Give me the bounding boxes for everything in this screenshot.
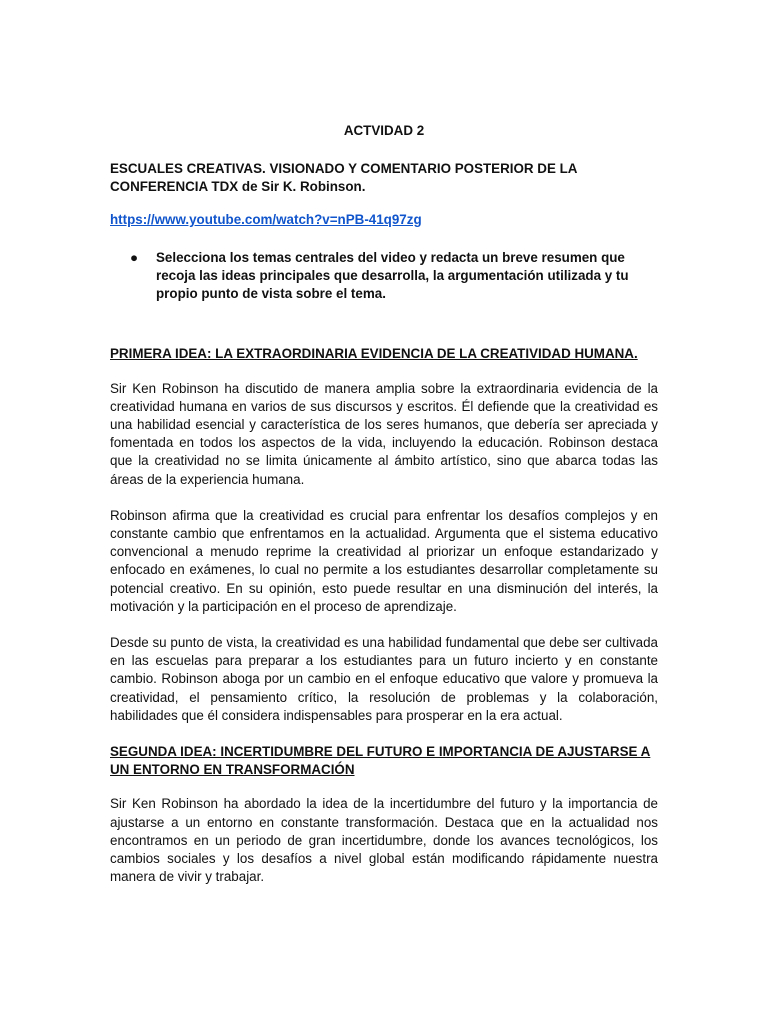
document-page	[110, 122, 658, 905]
section1-heading: PRIMERA IDEA: LA EXTRAORDINARIA EVIDENCIA DE LA CREATIVIDAD HUMANA.	[110, 346, 638, 362]
youtube-link[interactable]: https://www.youtube.com/watch?v=nPB-41q97zg	[110, 211, 422, 227]
section2-paragraph-1: Sir Ken Robinson ha abordado la idea de la incertidumbre del futuro y la importancia de ajustarse a un entorno en constante transformación. Destaca que en la actualidad nos encontramos en un periodo de gran incertidumbre, donde los avances tecnológicos, los cambios sociales y los desafíos a nivel global están modificando rápidamente nuestra manera de vivir y trabajar.	[110, 796, 658, 885]
document-subtitle: ESCUALES CREATIVAS. VISIONADO Y COMENTARIO POSTERIOR DE LA CONFERENCIA TDX de Sir K. Robinson.	[110, 161, 577, 195]
bullet-text: Selecciona los temas centrales del video y redacta un breve resumen que recoja las ideas principales que desarrolla, la argumentación utilizada y tu propio punto de vista sobre el tema.	[156, 249, 629, 302]
section1-paragraph-1: Sir Ken Robinson ha discutido de manera amplia sobre la extraordinaria evidencia de la creatividad humana en varios de sus discursos y escritos. Él defiende que la creatividad es una habilidad esencial y característica de los seres humanos, que debería ser apreciada y fomentada en todos los aspectos de la vida, incluyendo la educación. Robinson destaca que la creatividad no se limita únicamente al ámbito artístico, sino que abarca todas las áreas de la experiencia humana.	[110, 380, 658, 487]
bullet-dot-icon: ●	[130, 249, 139, 265]
section1-paragraph-3: Desde su punto de vista, la creatividad es una habilidad fundamental que debe ser cultivada en las escuelas para preparar a los estudiantes para un futuro incierto y en constante cambio. Robinson aboga por un cambio en el enfoque educativo que valore y promueva la creatividad, el pensamiento crítico, la resolución de problemas y la colaboración, habilidades que él considera indispensables para prosperar en la era actual.	[110, 635, 658, 723]
section1-paragraph-2: Robinson afirma que la creatividad es crucial para enfrentar los desafíos complejos y en constante cambio que enfrentamos en la actualidad. Argumenta que el sistema educativo convencional a menudo reprime la creatividad al priorizar un enfoque estandarizado y enfocado en exámenes, lo cual no permite a los estudiantes desarrollar completamente su potencial creativo. En su opinión, esto puede resultar en una disminución del interés, la motivación y la participación en el proceso de aprendizaje.	[110, 507, 658, 614]
bullet-item	[110, 249, 658, 304]
section2-heading: SEGUNDA IDEA: INCERTIDUMBRE DEL FUTURO E IMPORTANCIA DE AJUSTARSE A UN ENTORNO EN TRANSFORMACIÓN	[110, 744, 651, 778]
document-title: ACTVIDAD 2	[343, 123, 425, 138]
